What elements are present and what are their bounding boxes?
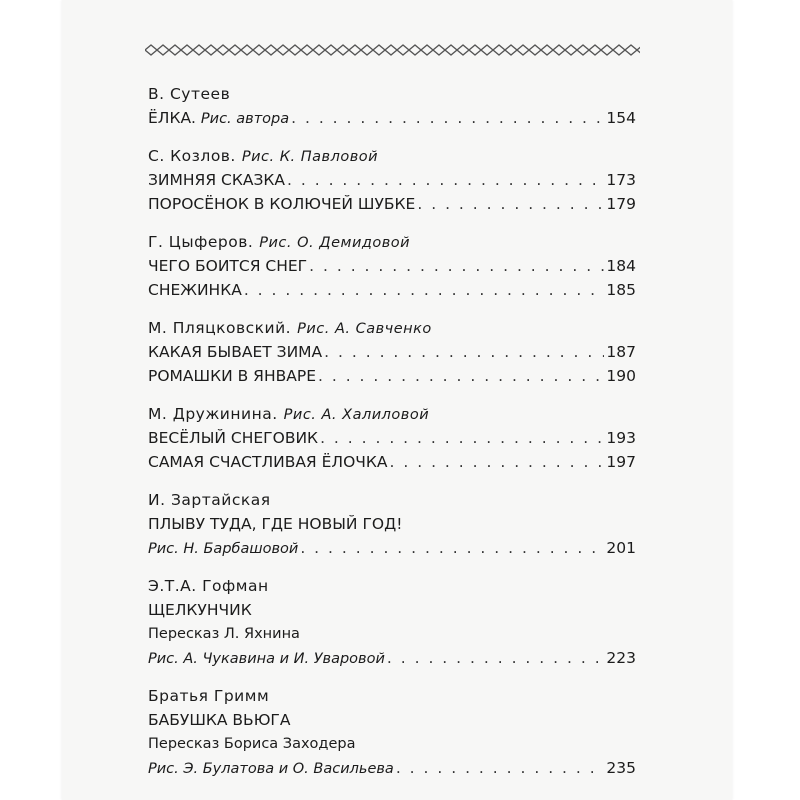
toc-entry[interactable] [148, 340, 636, 364]
toc-group [148, 144, 636, 216]
dot-leader [417, 192, 604, 216]
dot-leader [300, 536, 604, 560]
author-name: Братья Гримм [148, 687, 270, 705]
author-name: И. Зартайская [148, 491, 271, 509]
author-name: Г. Цыферов. [148, 233, 254, 251]
toc-entry[interactable] [148, 756, 636, 780]
dot-leader [309, 254, 604, 278]
toc-entry[interactable] [148, 278, 636, 302]
dot-leader [324, 340, 604, 364]
illustrator-credit: Рис. К. Павловой [241, 149, 379, 165]
toc-group [148, 316, 636, 388]
story-title: КАКАЯ БЫВАЕТ ЗИМА [148, 343, 323, 361]
illustrator-credit: Рис. О. Демидовой [259, 235, 411, 251]
page-number: 235 [606, 759, 636, 777]
author-name: М. Дружинина. [148, 405, 278, 423]
story-title: ЧЕГО БОИТСЯ СНЕГ [148, 257, 308, 275]
retelling-credit: Пересказ Л. Яхнина [148, 626, 300, 642]
dot-leader [320, 426, 604, 450]
illustrator-note: Рис. автора [200, 111, 290, 127]
illustrator-credit: Рис. А. Чукавина и И. Уваровой [148, 651, 385, 667]
toc-entry[interactable] [148, 106, 636, 130]
page-number: 197 [606, 453, 636, 471]
toc-entry[interactable] [148, 168, 636, 192]
illustrator-credit: Рис. А. Савченко [297, 321, 432, 337]
toc-group [148, 230, 636, 302]
author-name: С. Козлов. [148, 147, 236, 165]
illustrator-credit: Рис. Н. Барбашовой [148, 541, 299, 557]
toc-entry[interactable] [148, 426, 636, 450]
author-name: М. Пляцковский. [148, 319, 292, 337]
page-number: 179 [606, 195, 636, 213]
author-name: В. Сутеев [148, 85, 231, 103]
toc-group [148, 684, 636, 780]
page-number: 173 [606, 171, 636, 189]
dot-leader [291, 106, 604, 130]
author-name: Э.Т.А. Гофман [148, 577, 269, 595]
dot-leader [244, 278, 605, 302]
story-title: ВЕСЁЛЫЙ СНЕГОВИК [148, 429, 319, 447]
dot-leader [387, 646, 605, 670]
page-number: 185 [606, 281, 636, 299]
decorative-border [145, 43, 640, 57]
story-title: ПЛЫВУ ТУДА, ГДЕ НОВЫЙ ГОД! [148, 515, 403, 533]
dot-leader [390, 450, 605, 474]
story-title: САМАЯ СЧАСТЛИВАЯ ЁЛОЧКА [148, 453, 388, 471]
story-title: РОМАШКИ В ЯНВАРЕ [148, 367, 316, 385]
story-title: ПОРОСЁНОК В КОЛЮЧЕЙ ШУБКЕ [148, 195, 416, 213]
table-of-contents [148, 82, 636, 794]
dot-leader [318, 364, 604, 388]
page-number: 201 [606, 539, 636, 557]
toc-entry[interactable] [148, 192, 636, 216]
page-number: 187 [606, 343, 636, 361]
toc-entry[interactable] [148, 254, 636, 278]
toc-entry[interactable] [148, 450, 636, 474]
toc-group [148, 82, 636, 130]
toc-group [148, 402, 636, 474]
story-title: ЗИМНЯЯ СКАЗКА [148, 171, 286, 189]
illustrator-credit: Рис. А. Халиловой [283, 407, 430, 423]
page-number: 223 [606, 649, 636, 667]
page-number: 154 [606, 109, 636, 127]
story-title: ЁЛКА. [148, 109, 196, 127]
toc-entry[interactable] [148, 364, 636, 388]
toc-entry[interactable] [148, 536, 636, 560]
page-number: 190 [606, 367, 636, 385]
illustrator-credit: Рис. Э. Булатова и О. Васильева [148, 761, 394, 777]
story-title: ЩЕЛКУНЧИК [148, 601, 252, 619]
toc-entry[interactable] [148, 646, 636, 670]
toc-group [148, 574, 636, 670]
toc-group [148, 488, 636, 560]
story-title: БАБУШКА ВЬЮГА [148, 711, 291, 729]
dot-leader [287, 168, 604, 192]
retelling-credit: Пересказ Бориса Заходера [148, 736, 356, 752]
story-title: СНЕЖИНКА [148, 281, 242, 299]
page-number: 193 [606, 429, 636, 447]
page-number: 184 [606, 257, 636, 275]
dot-leader [396, 756, 605, 780]
